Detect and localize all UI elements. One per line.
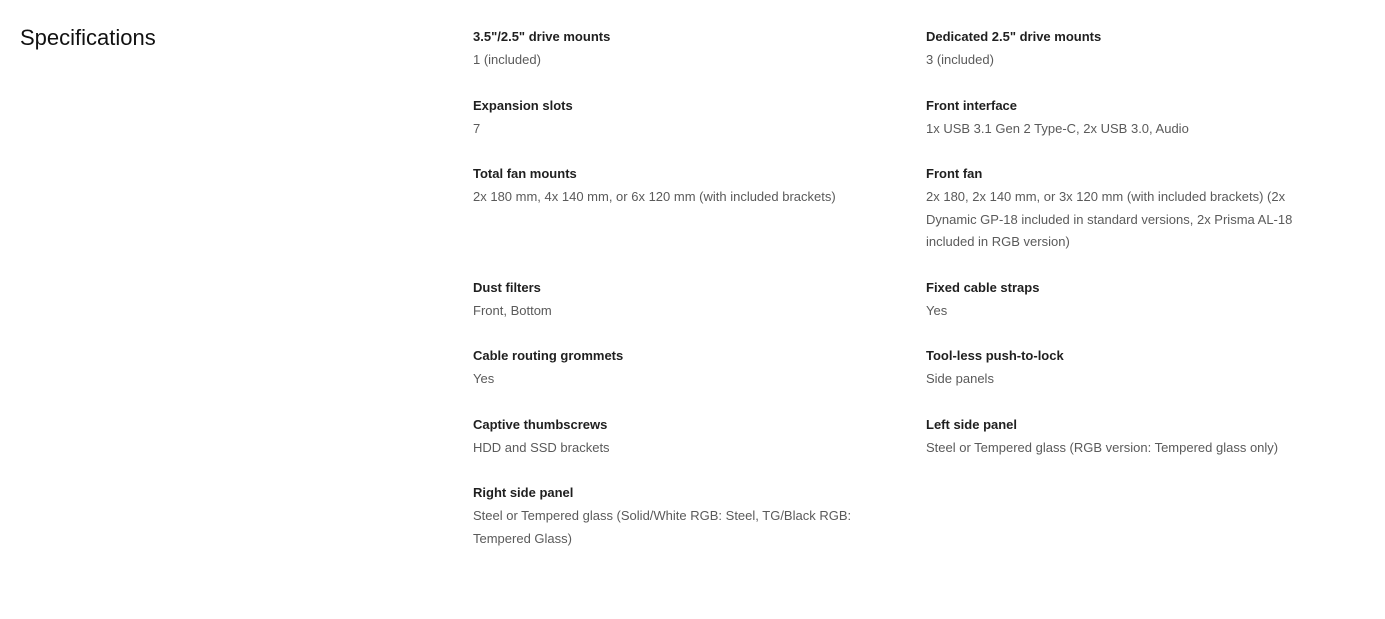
spec-label: Front interface [926, 97, 1018, 113]
spec-list [473, 29, 1358, 550]
spec-item-dedicated-drive-mounts [926, 29, 1358, 72]
spec-value: 7 [473, 120, 481, 136]
spec-value: Steel or Tempered glass (RGB version: Tempered glass only) [926, 439, 1279, 455]
spec-label: Tool-less push-to-lock [926, 348, 1064, 363]
spec-item-tool-less-push-to-lock [926, 348, 1358, 391]
spec-item-captive-thumbscrews [473, 417, 926, 460]
spec-item-front-fan [926, 166, 1358, 254]
spec-label: Total fan mounts [473, 166, 577, 181]
spec-label: 3.5"/2.5" drive mounts [473, 29, 611, 44]
spec-item-front-interface [926, 98, 1358, 141]
spec-item-total-fan-mounts [473, 166, 926, 254]
spec-item-expansion-slots [473, 98, 926, 141]
spec-value: HDD and SSD brackets [473, 439, 610, 455]
spec-label: Expansion slots [473, 97, 573, 113]
spec-item-fixed-cable-straps [926, 280, 1358, 323]
spec-value: 1x USB 3.1 Gen 2 Type-C, 2x USB 3.0, Audio [926, 120, 1189, 136]
spec-item-right-side-panel [473, 485, 926, 550]
spec-label: Left side panel [926, 416, 1018, 432]
spec-label: Dust filters [473, 279, 541, 295]
spec-label: Front fan [926, 166, 983, 181]
spec-value: Yes [926, 302, 948, 318]
spec-value: 3 (included) [926, 52, 994, 67]
spec-label: Right side panel [473, 485, 574, 500]
spec-label: Cable routing grommets [473, 348, 624, 363]
spec-item-dust-filters [473, 280, 926, 323]
spec-item-cable-routing-grommets [473, 348, 926, 391]
section-title: Specifications [20, 25, 156, 50]
spec-value: Steel or Tempered glass (Solid/White RGB: Steel, TG/Black RGB: Tempered Glass) [473, 508, 852, 546]
spec-value: 2x 180, 2x 140 mm, or 3x 120 mm (with included brackets) (2x Dynamic GP-18 included in standard versions, 2x Prisma AL-18 included in RGB version) [926, 189, 1293, 249]
spec-value: 1 (included) [473, 52, 541, 67]
spec-label: Captive thumbscrews [473, 416, 608, 432]
spec-value: Side panels [926, 371, 994, 386]
spec-label: Fixed cable straps [926, 279, 1040, 295]
spec-item-drive-mounts [473, 29, 926, 72]
spec-value: 2x 180 mm, 4x 140 mm, or 6x 120 mm (with included brackets) [473, 189, 836, 204]
spec-value: Front, Bottom [473, 302, 552, 318]
spec-label: Dedicated 2.5" drive mounts [926, 29, 1102, 44]
spec-value: Yes [473, 371, 495, 386]
spec-item-left-side-panel [926, 417, 1358, 460]
